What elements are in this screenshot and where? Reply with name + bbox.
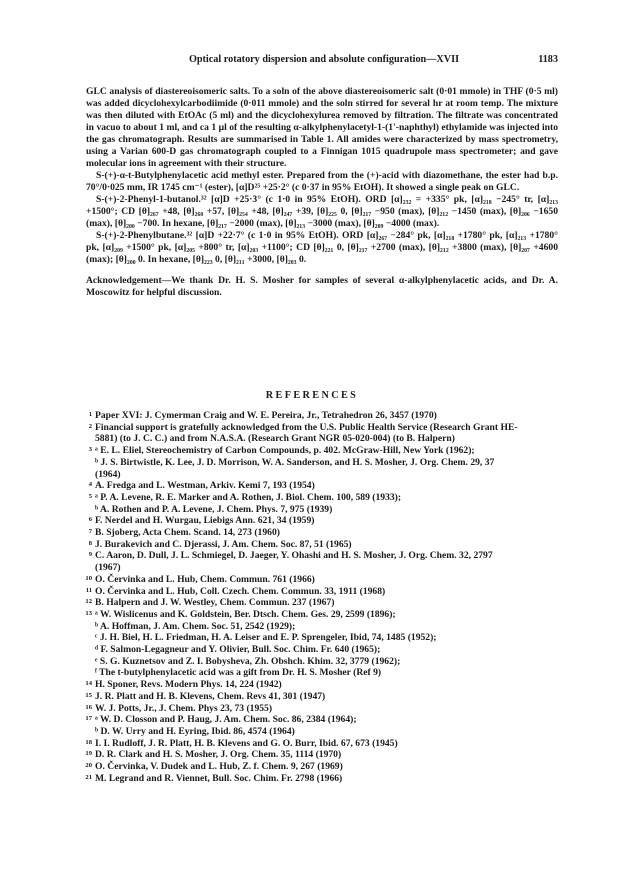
reference-item: [80, 773, 556, 785]
paragraph-methyl-ester: S-(+)-α-t-Butylphenylacetic acid methyl ester. Prepared from the (+)-acid with diazomethane, the ester had b.p. 70°/0·025 mm, IR 1745 cm⁻¹ (ester), [α]D²⁵ +25·2° (c 0·37 in 95% EtOH). It showed a single peak on GLC.: [86, 170, 558, 193]
reference-line: ᵈ F. Salmon-Legagneur and Y. Olivier, Bull. Soc. Chim. Fr. 640 (1965);: [95, 644, 381, 656]
reference-item: [80, 586, 556, 598]
reference-number: 5: [88, 492, 92, 500]
reference-text: [95, 738, 556, 750]
reference-number: 11: [85, 586, 92, 594]
reference-text: [95, 539, 556, 551]
reference-item: [80, 492, 556, 515]
acknowledgement: Acknowledgement—We thank Dr. H. S. Mosher for samples of several α-alkylphenylacetic acids, and Dr. A. Moscowitz for helpful discussion.: [86, 275, 558, 298]
references-heading: REFERENCES: [265, 390, 359, 401]
reference-line: B. Halpern and J. W. Westley, Chem. Commun. 237 (1967): [95, 597, 335, 609]
reference-number: 4: [88, 481, 92, 489]
reference-text: [95, 761, 556, 773]
reference-line: O. Červinka and L. Hub, Coll. Czech. Chem. Commun. 33, 1911 (1968): [95, 585, 386, 597]
reference-number: 3: [88, 446, 92, 454]
experimental-section: [86, 86, 558, 299]
reference-item: [80, 738, 556, 750]
reference-item: [80, 515, 556, 527]
reference-item: [80, 761, 556, 773]
reference-number: 7: [88, 528, 92, 536]
reference-text: [95, 445, 556, 480]
paragraph-phenyl-butanol: S-(+)-2-Phenyl-1-butanol.³² [α]D +25·3° (c 1·0 in 95% EtOH). ORD [α]₂₃₂ = +335° pk, [α]₂₁₈ −245° tr, [α]₂₁₃ +1500°; CD [θ]₂₆₇ +48, [θ]₂₆₀ +57, [θ]₂₅₄ +48, [θ]₂₄₇ +39, [θ]₂₂₅ 0, [θ]₂₁₇ −950 (max), [θ]₂₁₂ −1450 (max), [θ]₂₀₆ −1650 (max), [θ]₂₀₀ −700. In hexane, [θ]₂₁₇ −2000 (max), [θ]₂₁₃ −3000 (max), [θ]₂₀₉ −4000 (max).: [86, 194, 558, 229]
reference-item: [80, 410, 556, 422]
reference-number: 17: [85, 715, 92, 723]
reference-line: ᵃ E. L. Eliel, Stereochemistry of Carbon Compounds, p. 402. McGraw-Hill, New York (1962);: [95, 445, 475, 457]
reference-line: F. Nerdel and H. Wurgau, Liebigs Ann. 621, 34 (1959): [95, 515, 315, 527]
reference-text: [95, 586, 556, 598]
reference-text: [95, 703, 556, 715]
reference-line: O. Červinka and L. Hub, Chem. Commun. 761 (1966): [95, 573, 315, 585]
reference-item: [80, 550, 556, 573]
reference-item: [80, 422, 556, 445]
reference-text: [95, 515, 556, 527]
reference-line: C. Aaron, D. Dull, J. L. Schmiegel, D. Jaeger, Y. Ohashi and H. S. Mosher, J. Org. Chem. 32, 2797: [95, 550, 493, 562]
reference-line: ᵇ A. Hoffman, J. Am. Chem. Soc. 51, 2542 (1929);: [95, 620, 296, 632]
reference-item: [80, 539, 556, 551]
reference-line: ᵃ W. Wislicenus and K. Goldstein, Ber. Dtsch. Chem. Ges. 29, 2599 (1896);: [95, 608, 396, 620]
reference-text: [95, 527, 556, 539]
reference-line: ᵃ P. A. Levene, R. E. Marker and A. Rothen, J. Biol. Chem. 100, 589 (1933);: [95, 491, 402, 503]
reference-number: 2: [88, 422, 92, 430]
reference-number: 1: [88, 411, 92, 418]
reference-number: 16: [85, 703, 92, 711]
reference-line: ᵇ J. S. Birtwistle, K. Lee, J. D. Morrison, W. A. Sanderson, and H. S. Mosher, J. Org. Chem. 29, 37: [95, 456, 495, 468]
running-title: Optical rotatory dispersion and absolute configuration—XVII: [188, 54, 460, 65]
reference-line: H. Sponer, Revs. Modern Phys. 14, 224 (1942): [95, 679, 282, 691]
reference-number: 19: [85, 750, 92, 758]
reference-number: 21: [85, 773, 92, 781]
reference-line: D. R. Clark and H. S. Mosher, J. Org. Chem. 35, 1114 (1970): [95, 749, 342, 761]
reference-line: ᵇ D. W. Urry and H. Eyring, Ibid. 86, 4574 (1964): [95, 725, 295, 737]
reference-text: [95, 609, 556, 679]
reference-text: [95, 492, 556, 515]
reference-text: [95, 749, 556, 761]
paragraph-glc-analysis: GLC analysis of diastereoisomeric salts. To a soln of the above diastereoisomeric salt (0·01 mmole) in THF (0·5 ml) was added dicyclohexylcarbodiimide (0·011 mmole) and the soln stirred for several hr at room temp. The mixture was then diluted with EtOAc (5 ml) and the dicyclohexylurea removed by filtration. The filtrate was concentrated in vacuo to about 1 ml, and ca 1 μl of the resulting α-alkylphenylacetyl-1-(1'-naphthyl) ethylamide was injected into the gas chromatograph. Results are summarised in Table 1. All amides were characterized by mass spectrometry, using a Varian 600-D gas chromatograph coupled to a Finnigan 1015 quadrupole mass spectrometer; and gave molecular ions in agreement with their structure.: [86, 86, 558, 169]
reference-number: 9: [88, 551, 92, 559]
reference-item: [80, 679, 556, 691]
reference-item: [80, 691, 556, 703]
reference-line: M. Legrand and R. Viennet, Bull. Soc. Chim. Fr. 2798 (1966): [95, 772, 343, 784]
reference-text: [95, 691, 556, 703]
reference-line: B. Sjoberg, Acta Chem. Scand. 14, 273 (1960): [95, 527, 280, 539]
reference-number: 18: [85, 738, 92, 746]
reference-text: [95, 597, 556, 609]
reference-item: [80, 749, 556, 761]
reference-line: I. I. Rudloff, J. R. Platt, H. B. Klevens and G. O. Burr, Ibid. 67, 673 (1945): [95, 737, 398, 749]
reference-number: 12: [85, 598, 92, 606]
reference-line: Financial support is gratefully acknowledged from the U.S. Public Health Service (Research Grant HE-: [95, 421, 518, 433]
reference-item: [80, 445, 556, 480]
reference-line: ᶜ J. H. Biel, H. L. Friedman, H. A. Leiser and E. P. Sprengeler, Ibid, 74, 1485 (1952);: [95, 632, 437, 644]
reference-item: [80, 597, 556, 609]
reference-line: ᵃ W. D. Closson and P. Haug, J. Am. Chem. Soc. 86, 2384 (1964);: [95, 714, 357, 726]
reference-text: [95, 574, 556, 586]
reference-text: [95, 410, 556, 422]
reference-line: ᶠ The t-butylphenylacetic acid was a gift from Dr. H. S. Mosher (Ref 9): [95, 667, 382, 679]
page-number: 1183: [538, 54, 558, 65]
reference-item: [80, 574, 556, 586]
reference-item: [80, 703, 556, 715]
reference-text: [95, 422, 556, 445]
reference-number: 10: [85, 574, 92, 582]
reference-line: O. Červinka, V. Dudek and L. Hub, Z. f. Chem. 9, 267 (1969): [95, 761, 343, 773]
reference-line: ᵇ A. Rothen and P. A. Levene, J. Chem. Phys. 7, 975 (1939): [95, 503, 333, 515]
reference-number: 13: [85, 609, 92, 617]
references-list: [80, 410, 556, 785]
reference-text: [95, 714, 556, 737]
reference-line: A. Fredga and L. Westman, Arkiv. Kemi 7, 193 (1954): [95, 480, 315, 492]
reference-line: (1964): [95, 468, 121, 480]
reference-line: 5881) (to J. C. C.) and from N.A.S.A. (Research Grant NGR 05-020-004) (to B. Halpern): [95, 433, 455, 445]
reference-text: [95, 773, 556, 785]
reference-number: 8: [88, 539, 92, 547]
reference-line: (1967): [95, 562, 121, 574]
reference-line: W. J. Potts, Jr., J. Chem. Phys 23, 73 (1955): [95, 702, 273, 714]
reference-item: [80, 714, 556, 737]
reference-text: [95, 480, 556, 492]
reference-text: [95, 550, 556, 573]
reference-item: [80, 527, 556, 539]
reference-number: 20: [85, 762, 92, 770]
reference-item: [80, 609, 556, 679]
reference-number: 14: [85, 680, 92, 688]
reference-line: J. R. Platt and H. B. Klevens, Chem. Revs 41, 301 (1947): [95, 690, 326, 702]
paragraph-phenylbutane: S-(+)-2-Phenylbutane.³² [α]D +22·7° (c 1·0 in 95% EtOH). ORD [α]₂₆₇ −284° pk, [α]₂₁₈ +1780° pk, [α]₂₁₃ +1780° pk, [α]₂₀₉ +1500° pk, [α]₂₀₅ +800° tr, [α]₂₀₃ +1100°; CD [θ]₂₂₁ 0, [θ]₂₁₇ +2700 (max), [θ]₂₁₂ +3800 (max), [θ]₂₀₇ +4600 (max); [θ]₂₀₀ 0. In hexane, [θ]₂₂₃ 0, [θ]₂₁₁ +3000, [θ]₂₀₃ 0.: [86, 230, 558, 265]
reference-line: Paper XVI: J. Cymerman Craig and W. E. Pereira, Jr., Tetrahedron 26, 3457 (1970): [95, 410, 437, 421]
reference-line: J. Burakevich and C. Djerassi, J. Am. Chem. Soc. 87, 51 (1965): [95, 538, 352, 550]
reference-item: [80, 480, 556, 492]
reference-text: [95, 679, 556, 691]
reference-line: ᵉ S. G. Kuznetsov and Z. I. Bobysheva, Zh. Obshch. Khim. 32, 3779 (1962);: [95, 655, 401, 667]
reference-number: 15: [85, 691, 92, 699]
reference-number: 6: [88, 516, 92, 524]
